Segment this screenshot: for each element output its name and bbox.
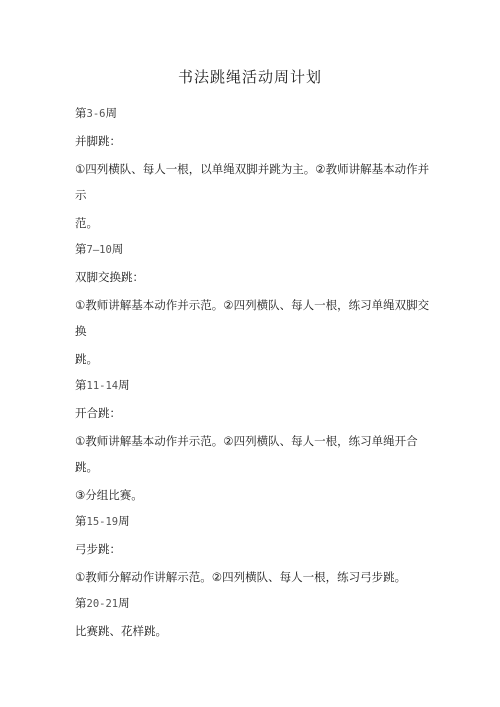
exercise-name: 双脚交换跳：	[75, 270, 144, 284]
week-suffix: 周	[105, 106, 117, 120]
week-heading	[75, 236, 435, 262]
week-suffix: 周	[111, 242, 124, 256]
week-heading	[75, 508, 435, 534]
document-title: 书法跳绳活动周计划	[177, 68, 322, 86]
exercise-name: 并脚跳：	[75, 134, 121, 148]
document-body	[75, 100, 435, 644]
week-heading	[75, 100, 435, 126]
week-prefix: 第	[75, 514, 87, 528]
exercise-description-line: ③分组比赛。	[75, 488, 143, 502]
exercise-description-line: 跳。	[75, 352, 98, 366]
exercise-name: 比赛跳、花样跳。	[75, 624, 167, 638]
week-prefix: 第	[75, 596, 87, 610]
exercise-description-line: ①四列横队、每人一根，以单绳双脚并跳为主。②教师讲解基本动作并示	[75, 162, 430, 202]
week-prefix: 第	[75, 242, 87, 256]
exercise-description-line: 范。	[75, 216, 98, 230]
week-prefix: 第	[75, 378, 87, 392]
week-suffix: 周	[118, 596, 130, 610]
week-prefix: 第	[75, 106, 87, 120]
week-suffix: 周	[118, 514, 130, 528]
week-section	[75, 100, 435, 236]
exercise-name: 弓步跳：	[75, 542, 121, 556]
week-range: 7—10	[86, 244, 112, 256]
week-section	[75, 372, 435, 508]
exercise-description-line: ①教师讲解基本动作并示范。②四列横队、每人一根，练习单绳双脚交换	[75, 298, 430, 338]
week-section	[75, 236, 435, 372]
week-section	[75, 590, 435, 644]
week-range: 11-14	[86, 380, 119, 392]
exercise-name: 开合跳：	[75, 406, 121, 420]
week-range: 15-19	[86, 516, 119, 528]
week-range: 20-21	[86, 598, 119, 610]
week-heading	[75, 372, 435, 398]
exercise-description-line: ①教师分解动作讲解示范。②四列横队、每人一根，练习弓步跳。	[75, 570, 407, 584]
week-range: 3-6	[86, 108, 106, 120]
week-heading	[75, 590, 435, 616]
week-section	[75, 508, 435, 590]
week-suffix: 周	[118, 378, 130, 392]
exercise-description-line: ①教师讲解基本动作并示范。②四列横队、每人一根，练习单绳开合跳。	[75, 434, 418, 474]
